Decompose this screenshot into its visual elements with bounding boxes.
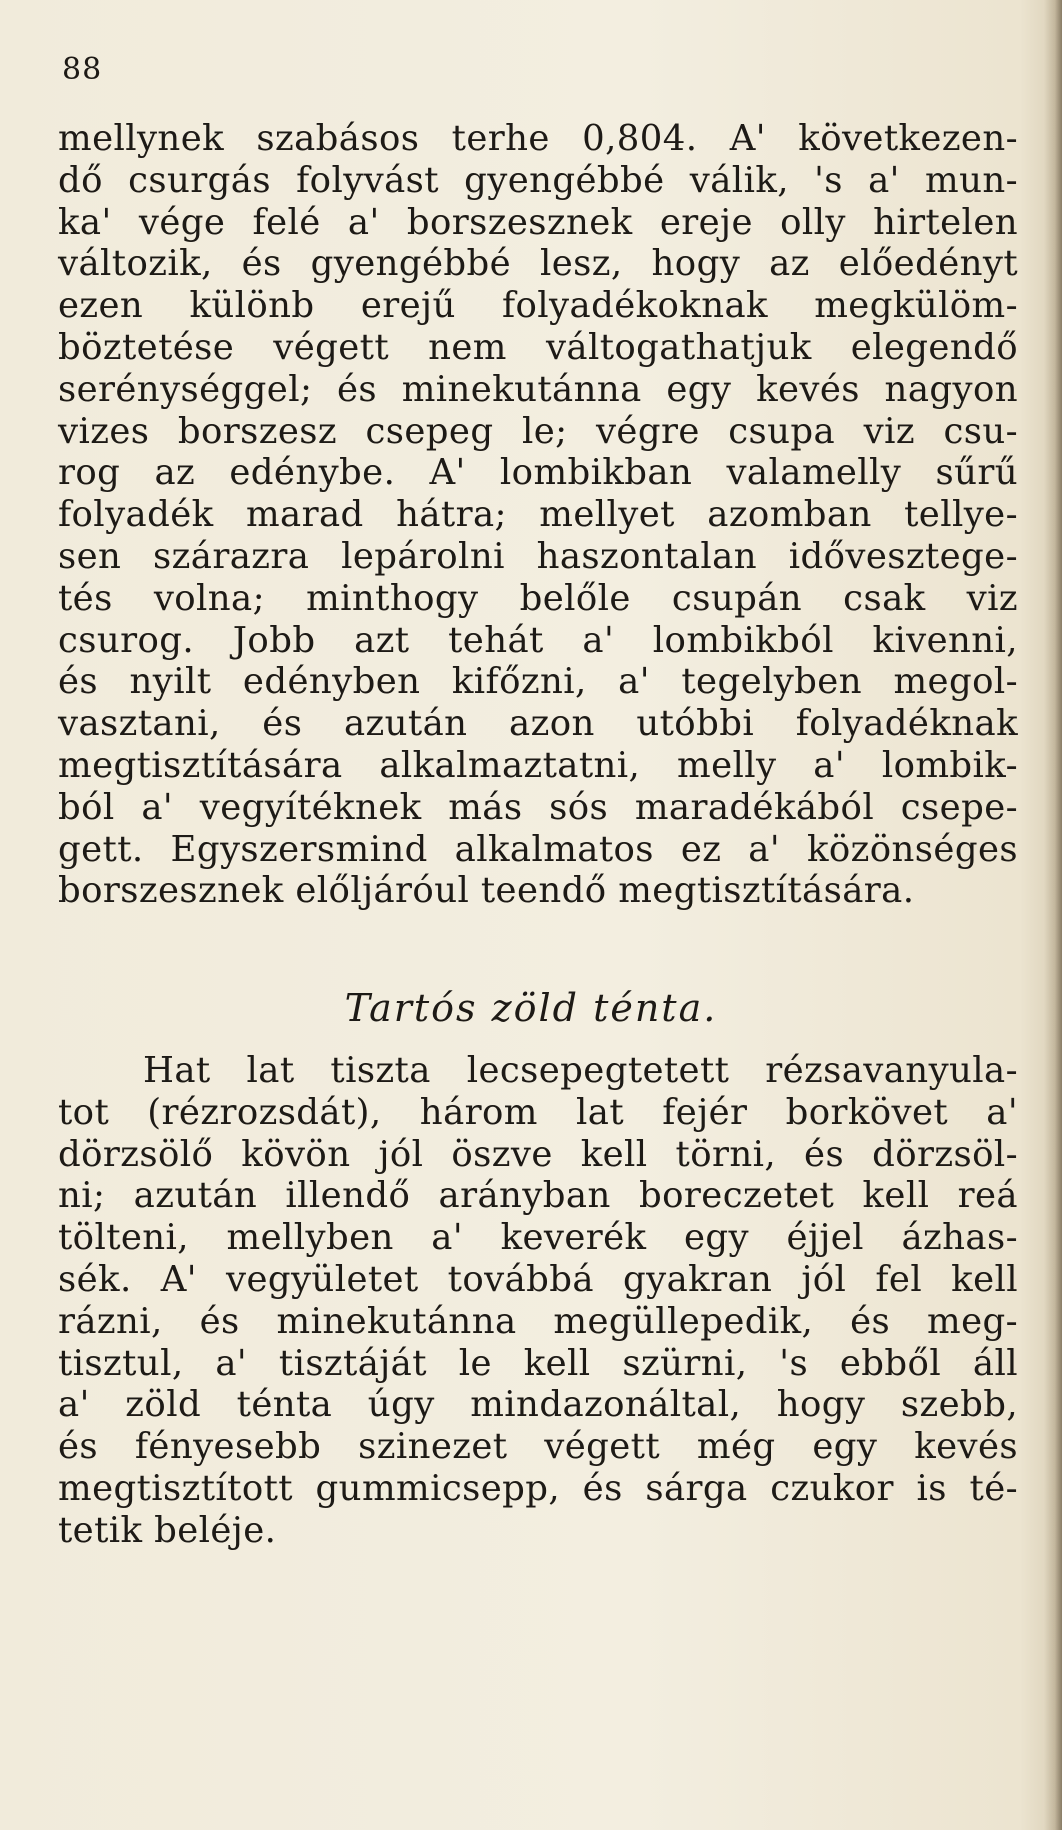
- text-line: gett. Egyszersmind alkalmatos ez a' közönséges: [58, 828, 1018, 870]
- text-line: Hat lat tiszta lecsepegtetett rézsavanyula-: [143, 1050, 1018, 1091]
- text-line: és fényesebb szinezet végett még egy kevés: [58, 1426, 1018, 1468]
- text-line: tot (rézrozsdát), három lat fejér borkövet a': [58, 1091, 1018, 1133]
- text-line: rázni, és minekutánna megüllepedik, és meg-: [58, 1300, 1018, 1342]
- text-line: böztetése végett nem váltogathatjuk elegendő: [58, 326, 1018, 368]
- text-line: borszesznek előljáróul teendő megtisztítására.: [58, 870, 915, 912]
- paragraph-green-ink: [58, 1050, 1018, 1552]
- text-line: sék. A' vegyületet továbbá gyakran jól fel kell: [58, 1258, 1018, 1300]
- text-line: megtisztítására alkalmaztatni, melly a' lombik-: [58, 744, 1018, 786]
- text-line: serénységgel; és minekutánna egy kevés nagyon: [58, 368, 1018, 410]
- text-line: dő csurgás folyvást gyengébbé válik, 's a' mun-: [58, 159, 1018, 201]
- text-line: rog az edénybe. A' lombikban valamelly sűrű: [58, 452, 1018, 494]
- text-line: vasztani, és azután azon utóbbi folyadéknak: [58, 703, 1018, 745]
- text-line: csurog. Jobb azt tehát a' lombikból kivenni,: [58, 619, 1018, 661]
- text-line: tetik beléje.: [58, 1509, 277, 1551]
- text-line: ni; azután illendő arányban boreczetet kell reá: [58, 1175, 1018, 1217]
- page-edge-shadow: [1044, 0, 1062, 1830]
- page-number: 88: [62, 52, 103, 87]
- text-line: és nyilt edényben kifőzni, a' tegelyben megol-: [58, 661, 1018, 703]
- text-line: sen szárazra lepárolni haszontalan idővesztege-: [58, 535, 1018, 577]
- section-heading: Tartós zöld ténta.: [344, 986, 718, 1030]
- text-line: dörzsölő kövön jól öszve kell törni, és dörzsöl-: [58, 1133, 1018, 1175]
- text-line: tés volna; minthogy belőle csupán csak viz: [58, 577, 1018, 619]
- paragraph-distillation: [58, 118, 1018, 912]
- text-line: ka' vége felé a' borszesznek ereje olly hirtelen: [58, 201, 1018, 243]
- text-line: tisztul, a' tisztáját le kell szürni, 's ebből áll: [58, 1342, 1018, 1384]
- text-line: vizes borszesz csepeg le; végre csupa viz csu-: [58, 410, 1018, 452]
- text-line: tölteni, mellyben a' keverék egy éjjel ázhas-: [58, 1217, 1018, 1259]
- text-line: változik, és gyengébbé lesz, hogy az előedényt: [58, 243, 1018, 285]
- text-line: mellynek szabásos terhe 0,804. A' következen-: [58, 118, 1018, 159]
- text-line: folyadék marad hátra; mellyet azomban tellye-: [58, 494, 1018, 536]
- text-line: ezen különb erejű folyadékoknak megkülöm-: [58, 285, 1018, 327]
- text-line: megtisztított gummicsepp, és sárga czukor is té-: [58, 1467, 1018, 1509]
- text-line: a' zöld ténta úgy mindazonáltal, hogy szebb,: [58, 1384, 1018, 1426]
- text-line: ból a' vegyítéknek más sós maradékából csepe-: [58, 786, 1018, 828]
